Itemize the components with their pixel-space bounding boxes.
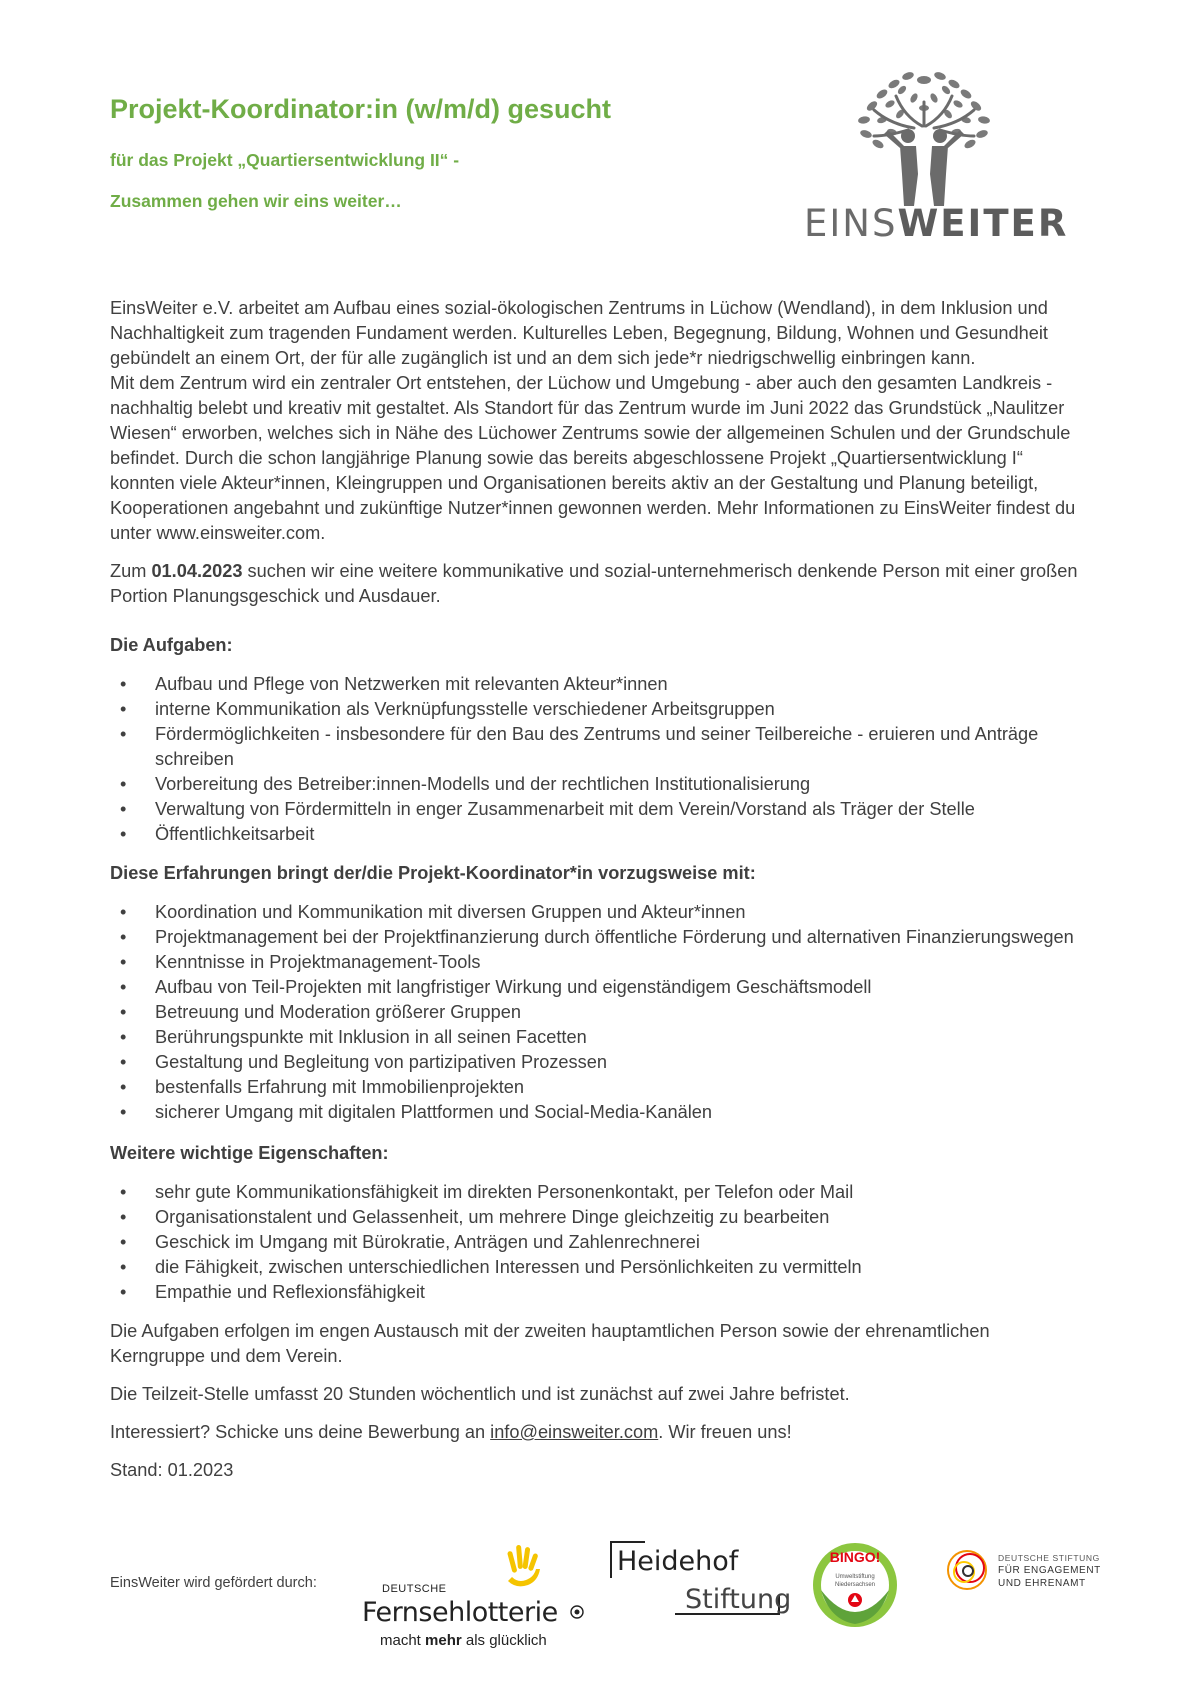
list-item: • Koordination und Kommunikation mit diversen Gruppen und Akteur*innen (110, 900, 1080, 925)
dsee-logo (942, 1545, 1102, 1595)
tagline-subtitle: Zusammen gehen wir eins weiter… (110, 191, 402, 211)
circles-icon (942, 1545, 992, 1595)
list-item: • sicherer Umgang mit digitalen Plattformen und Social-Media-Kanälen (110, 1100, 1080, 1125)
list-item: • die Fähigkeit, zwischen unterschiedlichen Interessen und Persönlichkeiten zu vermitteln (110, 1255, 1080, 1280)
list-item: • Berührungspunkte mit Inklusion in all seinen Facetten (110, 1025, 1080, 1050)
list-item: • Fördermöglichkeiten - insbesondere für den Bau des Zentrums und seiner Teilbereiche - eruieren und Anträge schreiben (110, 722, 1080, 772)
job-description (110, 296, 1080, 1483)
page-title: Projekt-Koordinator:in (w/m/d) gesucht (110, 94, 612, 124)
list-item: • Projektmanagement bei der Projektfinanzierung durch öffentliche Förderung und alternativen Finanzierungswegen (110, 925, 1080, 950)
logo-wordmark: EINSWEITER (804, 202, 1069, 245)
bingo-line2: Niedersachsen (834, 1582, 876, 1588)
list-item: • Öffentlichkeitsarbeit (110, 822, 1080, 847)
hand-icon (502, 1543, 546, 1589)
fernsehlotterie-claim: macht mehr als glücklich (380, 1632, 547, 1649)
collaboration-paragraph: Die Aufgaben erfolgen im engen Austausch mit der zweiten hauptamtlichen Person sowie der ehrenamtlichen Kerngruppe und dem Verein. (110, 1321, 990, 1366)
list-item: • Vorbereitung des Betreiber:innen-Modells und der rechtlichen Institutionalisierung (110, 772, 1080, 797)
list-item: • Aufbau von Teil-Projekten mit langfristiger Wirkung und eigenständigem Geschäftsmodell (110, 975, 1080, 1000)
start-date-paragraph: Zum 01.04.2023 suchen wir eine weitere kommunikative und sozial-unternehmerisch denkende Person mit einer großen Portion Planungsgeschick und Ausdauer. (110, 561, 1078, 606)
bingo-name: BINGO! (829, 1549, 881, 1565)
list-item: • interne Kommunikation als Verknüpfungsstelle verschiedener Arbeitsgruppen (110, 697, 1080, 722)
list-item: • bestenfalls Erfahrung mit Immobilienprojekten (110, 1075, 1080, 1100)
einsweiter-logo (804, 66, 1069, 246)
list-item: • Verwaltung von Fördermitteln in enger Zusammenarbeit mit dem Verein/Vorstand als Träger der Stelle (110, 797, 1080, 822)
apply-paragraph: Interessiert? Schicke uns deine Bewerbung an info@einsweiter.com. Wir freuen uns! (110, 1422, 792, 1442)
qualities-list (110, 1180, 1080, 1305)
list-item: • Aufbau und Pflege von Netzwerken mit relevanten Akteur*innen (110, 672, 1080, 697)
dsee-line2: FÜR ENGAGEMENT (998, 1565, 1101, 1576)
hours-paragraph: Die Teilzeit-Stelle umfasst 20 Stunden wöchentlich und ist zunächst auf zwei Jahre befristet. (110, 1384, 850, 1404)
fernsehlotterie-deutsche: DEUTSCHE (382, 1583, 447, 1595)
list-item: • Betreuung und Moderation größerer Gruppen (110, 1000, 1080, 1025)
tree-with-two-people-icon (804, 66, 1044, 206)
bingo-line1: Umweltstiftung (835, 1574, 875, 1580)
project-subtitle: für das Projekt „Quartiersentwicklung II“ - (110, 150, 460, 170)
heidehof-name: Heidehof (617, 1546, 739, 1577)
qualities-heading: Weitere wichtige Eigenschaften: (110, 1143, 389, 1163)
dsee-line3: UND EHRENAMT (998, 1578, 1086, 1589)
list-item: • Geschick im Umgang mit Bürokratie, Anträgen und Zahlenrechnerei (110, 1230, 1080, 1255)
registered-icon (570, 1605, 584, 1619)
fernsehlotterie-logo (362, 1543, 582, 1649)
bingo-badge-icon (810, 1540, 900, 1630)
experience-heading: Diese Erfahrungen bringt der/die Projekt-Koordinator*in vorzugsweise mit: (110, 863, 756, 883)
tasks-list (110, 672, 1080, 847)
stand-date: Stand: 01.2023 (110, 1460, 234, 1480)
list-item: • Gestaltung und Begleitung von partizipativen Prozessen (110, 1050, 1080, 1075)
heidehof-stiftung: Stiftung (685, 1584, 792, 1615)
experience-list (110, 900, 1080, 1125)
bingo-umweltstiftung-logo (810, 1540, 900, 1630)
email-link[interactable]: info@einsweiter.com (490, 1422, 659, 1442)
list-item: • Organisationstalent und Gelassenheit, um mehrere Dinge gleichzeitig zu bearbeiten (110, 1205, 1080, 1230)
list-item: • sehr gute Kommunikationsfähigkeit im direkten Personenkontakt, per Telefon oder Mail (110, 1180, 1080, 1205)
sponsors-label: EinsWeiter wird gefördert durch: (110, 1575, 317, 1591)
fernsehlotterie-name: Fernsehlotterie (362, 1597, 558, 1628)
list-item: • Empathie und Reflexionsfähigkeit (110, 1280, 1080, 1305)
start-date: 01.04.2023 (151, 561, 243, 581)
dsee-line1: DEUTSCHE STIFTUNG (998, 1553, 1100, 1563)
heidehof-stiftung-logo (605, 1540, 792, 1620)
intro-paragraph: EinsWeiter e.V. arbeitet am Aufbau eines sozial-ökologischen Zentrums in Lüchow (Wendland), in dem Inklusion und Nachhaltigkeit zum tragenden Fundament werden. Kulturelles Leben, Begegnung, Bildung, Wohnen und Gesundheit gebündelt an einem Ort, der für alle zugänglich ist und an dem sich jede*r niedrigschwellig einbringen kann. (110, 298, 1048, 368)
list-item: • Kenntnisse in Projektmanagement-Tools (110, 950, 1080, 975)
location-paragraph: Mit dem Zentrum wird ein zentraler Ort entstehen, der Lüchow und Umgebung - aber auch den gesamten Landkreis - nachhaltig belebt und kreativ mit gestaltet. Als Standort für das Zentrum wurde im Juni 2022 das Grundstück „Naulitzer Wiesen“ erworben, welches sich in Nähe des Lüchower Zentrums sowie der allgemeinen Schulen und der Grundschule befindet. Durch die schon langjährige Planung sowie das bereits abgeschlossene Projekt „Quartiersentwicklung I“ konnten viele Akteur*innen, Kleingruppen und Organisationen bereits aktiv an der Gestaltung und Planung beteiligt, Kooperationen angebahnt und zukünftige Nutzer*innen gewonnen werden. Mehr Informationen zu EinsWeiter findest du unter www.einsweiter.com. (110, 373, 1076, 543)
tasks-heading: Die Aufgaben: (110, 635, 233, 655)
